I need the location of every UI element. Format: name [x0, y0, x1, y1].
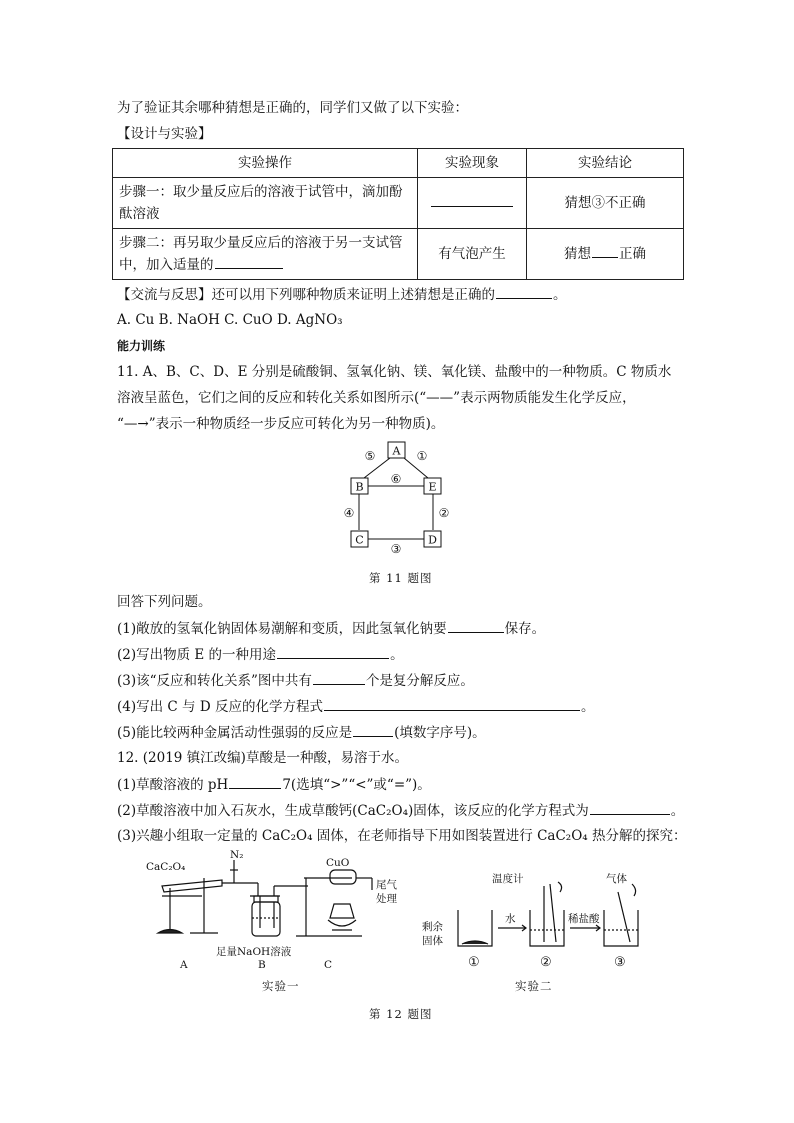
q12-p3: (3)兴趣小组取一定量的 CaC₂O₄ 固体，在老师指导下用如图装置进行 CaC₂O₄ 热分解的探究：: [117, 828, 687, 844]
label-a: A: [180, 959, 188, 971]
exp2-caption: 实验二: [515, 979, 553, 993]
q11-line1: 11. A、B、C、D、E 分别是硫酸铜、氢氧化钠、镁、氧化镁、盐酸中的一种物质。C 物质水: [117, 364, 672, 380]
q12-p2-blank[interactable]: [590, 800, 670, 815]
label-thermometer: 温度计: [492, 873, 524, 885]
label-2: ②: [438, 506, 450, 520]
row2-operation: 步骤二：再另取少量反应后的溶液于另一支试管中，加入适量的: [119, 235, 403, 273]
row2-operation-cell: [113, 229, 418, 280]
reflect-text: 【交流与反思】还可以用下列哪种物质来证明上述猜想是正确的: [117, 287, 495, 303]
node-d: D: [428, 533, 437, 547]
design-heading: 【设计与实验】: [117, 126, 212, 142]
options-line: A. Cu B. NaOH C. CuO D. AgNO₃: [117, 312, 343, 328]
node-e: E: [428, 480, 437, 494]
label-naoh: 足量NaOH溶液: [216, 946, 292, 958]
header-operation: 实验操作: [113, 149, 418, 178]
node-b: B: [355, 480, 364, 494]
label-c: C: [324, 959, 333, 971]
row2-conclusion-pre: 猜想: [564, 246, 591, 262]
row2-conclusion-cell: [527, 229, 684, 280]
q12-p2-pre: (2)草酸溶液中加入石灰水，生成草酸钙(CaC₂O₄)固体，该反应的化学方程式为: [117, 803, 589, 819]
q11-p5-post: (填数字序号)。: [394, 725, 486, 741]
q11-answer-prompt: 回答下列问题。: [117, 594, 212, 610]
q12-p2-post: 。: [670, 803, 685, 819]
q11-p2-blank[interactable]: [277, 644, 389, 659]
q12-p1-post: 7(选填“>”“<”或“=”)。: [282, 777, 431, 793]
table-row: [113, 229, 684, 280]
q11-relation-diagram: [330, 436, 470, 556]
experiment-one-apparatus: [140, 848, 410, 978]
label-tail-2: 处理: [376, 893, 397, 905]
q12-p1: [117, 774, 431, 795]
node-c: C: [355, 533, 364, 547]
label-step-2: ②: [540, 955, 552, 970]
label-3: ③: [390, 542, 402, 556]
row2-conclusion-post: 正确: [619, 246, 646, 262]
row1-phenomenon-blank[interactable]: [431, 192, 513, 207]
header-phenomenon: 实验现象: [418, 149, 527, 178]
label-cuo: CuO: [326, 857, 350, 869]
experiment-table: [112, 148, 684, 280]
label-residue-2: 固体: [422, 935, 443, 947]
q11-p5-pre: (5)能比较两种金属活动性强弱的反应是: [117, 725, 353, 741]
q11-p1-pre: (1)敞放的氢氧化钠固体易潮解和变质，因此氢氧化钠要: [117, 621, 447, 637]
label-5: ⑤: [364, 449, 376, 463]
row2-conclusion-blank[interactable]: [592, 243, 618, 258]
label-hcl: 稀盐酸: [568, 913, 600, 925]
row2-phenomenon: 有气泡产生: [418, 229, 527, 280]
q12-p1-pre: (1)草酸溶液的 pH: [117, 777, 229, 793]
section-title: 能力训练: [117, 339, 166, 353]
q11-p2-post: 。: [390, 647, 404, 663]
q11-line2: 溶液呈蓝色，它们之间的反应和转化关系如图所示(“——”表示两物质能发生化学反应，: [117, 390, 636, 406]
q11-p3-blank[interactable]: [313, 670, 365, 685]
q11-p4-post: 。: [580, 699, 595, 715]
label-n2: N₂: [230, 849, 244, 861]
q11-caption: 第 11 题图: [369, 571, 433, 585]
reflect-end: 。: [553, 287, 567, 303]
label-cac2o4: CaC₂O₄: [146, 861, 186, 873]
exp1-caption: 实验一: [262, 979, 300, 993]
q12-p2: [117, 800, 684, 821]
row1-operation: 步骤一：取少量反应后的溶液于试管中，滴加酚酞溶液: [113, 178, 418, 229]
reflect-blank[interactable]: [496, 284, 552, 299]
q12-line1: 12. (2019 镇江改编)草酸是一种酸，易溶于水。: [117, 750, 408, 766]
label-residue-1: 剩余: [422, 921, 443, 933]
q11-p5: [117, 722, 486, 743]
q11-p1-blank[interactable]: [448, 618, 504, 633]
q11-p2: [117, 644, 404, 665]
header-conclusion: 实验结论: [527, 149, 684, 178]
label-tail-1: 尾气: [376, 879, 397, 891]
q11-p3-post: 个是复分解反应。: [365, 673, 474, 689]
row1-phenomenon-cell: [418, 178, 527, 229]
label-6: ⑥: [390, 472, 402, 486]
experiment-two-apparatus: [418, 870, 668, 970]
q11-p3-pre: (3)该“反应和转化关系”图中共有: [117, 673, 312, 689]
q12-p1-blank[interactable]: [229, 774, 281, 789]
table-header-row: [113, 149, 684, 178]
q11-p4-pre: (4)写出 C 与 D 反应的化学方程式: [117, 699, 323, 715]
row1-conclusion: 猜想③不正确: [527, 178, 684, 229]
node-a: A: [392, 444, 401, 458]
reflect-line: [117, 284, 567, 305]
label-step-1: ①: [468, 955, 480, 970]
q11-p5-blank[interactable]: [353, 722, 393, 737]
table-row: [113, 178, 684, 229]
q11-p1-post: 保存。: [504, 621, 546, 637]
q12-caption: 第 12 题图: [369, 1007, 433, 1021]
q11-p1: [117, 618, 545, 639]
label-water: 水: [505, 913, 516, 925]
q11-p4-blank[interactable]: [324, 696, 580, 711]
label-4: ④: [343, 506, 355, 520]
q11-line3: “—→”表示一种物质经一步反应可转化为另一种物质)。: [117, 416, 445, 432]
q11-p3: [117, 670, 474, 691]
q11-p4: [117, 696, 594, 717]
intro-text: 为了验证其余哪种猜想是正确的，同学们又做了以下实验：: [117, 100, 468, 116]
q11-p2-pre: (2)写出物质 E 的一种用途: [117, 647, 277, 663]
label-1: ①: [416, 449, 428, 463]
row2-reagent-blank[interactable]: [215, 254, 283, 269]
label-step-3: ③: [614, 955, 626, 970]
label-gas: 气体: [606, 873, 627, 885]
label-b: B: [258, 959, 266, 971]
